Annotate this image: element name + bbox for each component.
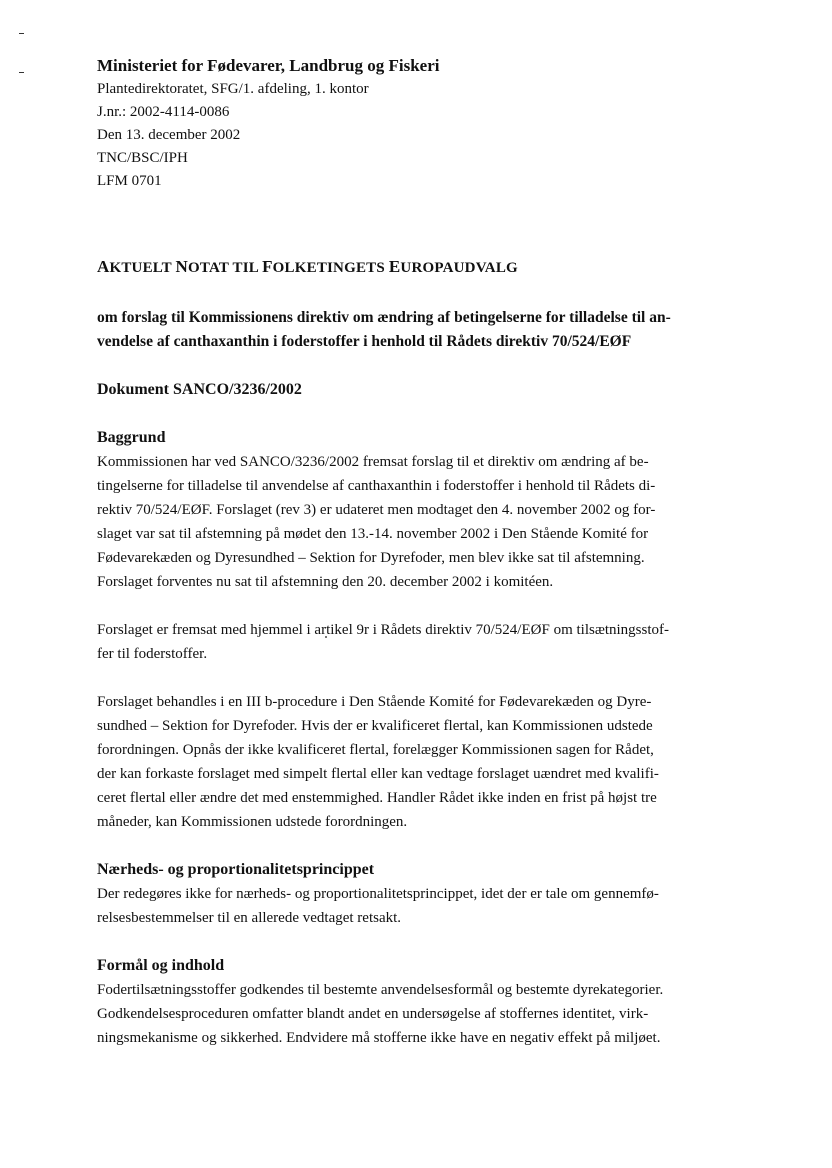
paragraph-baggrund-3: Forslaget behandles i en III b-procedure i Den Stående Komité for Fødevarekæden og Dyre- sundhed – Sektion for Dyrefoder. Hvis der er kvalificeret flertal, kan Kommissionen udstede forordningen. Opnås der ikke kvalificeret flertal, forelægger Kommissionen sagen for Rådet, der kan forkaste forslaget med simpelt flertal eller kan vedtage forslaget uændret med kvalifi- ceret flertal eller ændre det med enstemmighed. Handler Rådet ikke inden en frist på højst tre måneder, kan Kommissionen udstede forordningen. [97, 694, 659, 830]
document-title: AKTUELT NOTAT TIL FOLKETINGETS EUROPAUDVALG [97, 257, 518, 276]
document-date: Den 13. december 2002 [97, 127, 241, 143]
paragraph-baggrund-1: Kommissionen har ved SANCO/3236/2002 fremsat forslag til et direktiv om ændring af be- tingelserne for tilladelse til anvendelse af canthaxanthin i foderstoffer i henhold til Rådets di- rektiv 70/524/EØF. Forslaget (rev 3) er udateret men modtaget den 4. november 2002 og for- slaget var sat til afstemning på mødet den 13.-14. november 2002 i Den Stående Komité for Fødevarekæden og Dyresundhed – Sektion for Dyrefoder, men blev ikke sat til afstemning. Forslaget forventes nu sat til afstemning den 20. december 2002 i komitéen. [97, 454, 656, 590]
paragraph-baggrund-2: Forslaget er fremsat med hjemmel i artikel 9r i Rådets direktiv 70/524/EØF om tilsætningsstof- fer til foderstoffer. [97, 622, 669, 662]
scan-mark [19, 72, 24, 73]
subject-heading: om forslag til Kommissionens direktiv om ændring af betingelserne for tilladelse til an- vendelse af canthaxanthin i foderstoffer i henhold til Rådets direktiv 70/524/EØF [97, 309, 671, 350]
reference-code: LFM 0701 [97, 173, 162, 189]
paragraph-naerhed-1: Der redegøres ikke for nærheds- og proportionalitetsprincippet, idet der er tale om gennemfø- relsesbestemmelser til en allerede vedtaget retsakt. [97, 886, 659, 926]
journal-number: J.nr.: 2002-4114-0086 [97, 104, 230, 120]
document-content [97, 54, 737, 1050]
document-reference: Dokument SANCO/3236/2002 [97, 381, 302, 398]
ministry-name: Ministeriet for Fødevarer, Landbrug og Fiskeri [97, 56, 440, 75]
paragraph-formaal-1: Fodertilsætningsstoffer godkendes til bestemte anvendelsesformål og bestemte dyrekategorier. Godkendelsesproceduren omfatter blandt andet en undersøgelse af stoffernes identitet, virk- ningsmekanisme og sikkerhed. Endvidere må stofferne ikke have en negativ effekt på miljøet. [97, 982, 664, 1046]
section-heading-baggrund: Baggrund [97, 429, 166, 446]
scan-mark [19, 33, 24, 34]
department-line: Plantedirektoratet, SFG/1. afdeling, 1. kontor [97, 81, 369, 97]
initials: TNC/BSC/IPH [97, 150, 188, 166]
section-heading-formaal: Formål og indhold [97, 957, 225, 974]
section-heading-naerhed: Nærheds- og proportionalitetsprincippet [97, 861, 375, 878]
